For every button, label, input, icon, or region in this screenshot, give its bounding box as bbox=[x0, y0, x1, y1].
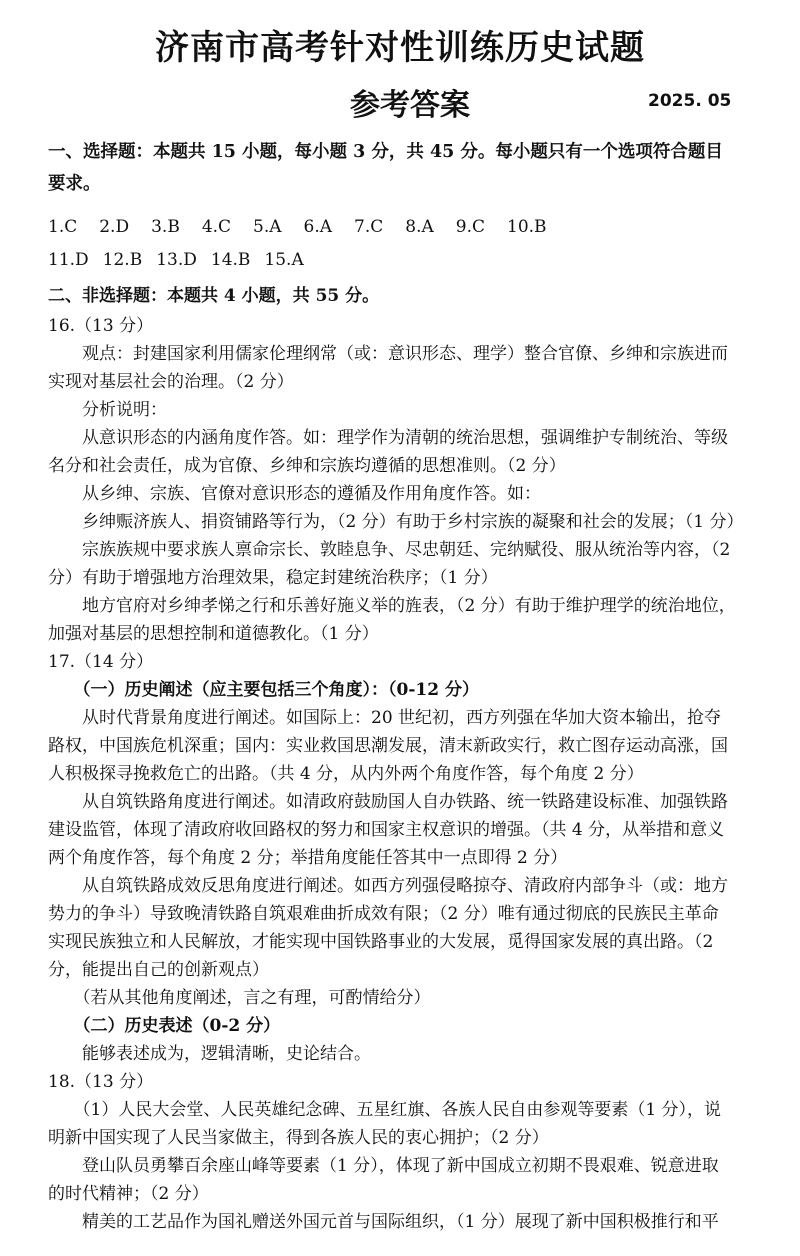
mc-answer: 8.A bbox=[405, 217, 434, 237]
mc-answer: 9.C bbox=[455, 217, 486, 237]
text-line: 地方官府对乡绅孝悌之行和乐善好施义举的旌表，（2 分）有助于维护理学的统治地位， bbox=[48, 596, 736, 616]
page-title: 济南市高考针对性训练历史试题 bbox=[155, 28, 645, 68]
text-line: 人积极探寻挽救危亡的出路。（共 4 分，从内外两个角度作答，每个角度 2 分） bbox=[48, 764, 644, 784]
text-line: 实现民族独立和人民解放，才能实现中国铁路事业的大发展，觅得国家发展的真出路。（2 bbox=[48, 932, 714, 952]
text-line: 明新中国实现了人民当家做主，得到各族人民的衷心拥护；（2 分） bbox=[48, 1128, 549, 1148]
mc-answer: 1.C bbox=[48, 217, 78, 237]
text-line: 精美的工艺品作为国礼赠送外国元首与国际组织，（1 分）展现了新中国积极推行和平 bbox=[48, 1212, 719, 1232]
text-line: 势力的争斗）导致晚清铁路自筑艰难曲折成效有限；（2 分）唯有通过彻底的民族民主革命 bbox=[48, 904, 719, 924]
page-subtitle: 参考答案 bbox=[350, 88, 470, 123]
mc-answer: 12.B bbox=[102, 250, 143, 270]
mc-answers-row2 bbox=[48, 248, 318, 272]
text-line: 路权，中国族危机深重；国内：实业救国思潮发展，清末新政实行，救亡图存运动高涨，国 bbox=[48, 736, 728, 756]
text-line: 从时代背景角度进行阐述。如国际上：20 世纪初，西方列强在华加大资本输出，抢夺 bbox=[48, 708, 722, 728]
text-line: 从自筑铁路角度进行阐述。如清政府鼓励国人自办铁路、统一铁路建设标准、加强铁路 bbox=[48, 792, 728, 812]
section2-heading: 二、非选择题：本题共 4 小题，共 55 分。 bbox=[48, 286, 380, 306]
mc-answer: 6.A bbox=[303, 217, 333, 237]
mc-answer: 5.A bbox=[253, 217, 282, 237]
mc-answer: 2.D bbox=[99, 217, 130, 237]
text-line: 分析说明： bbox=[48, 400, 167, 420]
text-line: 乡绅赈济族人、捐资铺路等行为，（2 分）有助于乡村宗族的凝聚和社会的发展；（1 分） bbox=[48, 512, 744, 532]
mc-answer: 3.B bbox=[151, 217, 180, 237]
mc-answer: 11.D bbox=[48, 250, 89, 270]
text-line: 分）有助于增强地方治理效果，稳定封建统治秩序；（1 分） bbox=[48, 568, 498, 588]
text-line: 加强对基层的思想控制和道德教化。（1 分） bbox=[48, 624, 379, 644]
mc-answer: 15.A bbox=[264, 250, 304, 270]
text-line: 分，能提出自己的创新观点） bbox=[48, 960, 269, 980]
mc-answer: 7.C bbox=[354, 217, 384, 237]
mc-answer: 10.B bbox=[507, 217, 547, 237]
q17-part1-heading: （一）历史阐述（应主要包括三个角度）：（0-12 分） bbox=[48, 680, 479, 700]
mc-answer: 13.D bbox=[156, 250, 197, 270]
text-line: 从意识形态的内涵角度作答。如：理学作为清朝的统治思想，强调维护专制统治、等级 bbox=[48, 428, 728, 448]
q18-header: 18.（13 分） bbox=[48, 1072, 154, 1092]
mc-answers-row1 bbox=[48, 215, 569, 239]
text-line: 宗族族规中要求族人禀命宗长、敦睦息争、尽忠朝廷、完纳赋役、服从统治等内容，（2 bbox=[48, 540, 731, 560]
section1-heading-line2: 要求。 bbox=[48, 174, 101, 194]
document-date: 2025. 05 bbox=[648, 91, 732, 111]
text-line: 能够表述成为，逻辑清晰，史论结合。 bbox=[48, 1044, 371, 1064]
q17-part2-heading: （二）历史表述（0-2 分） bbox=[48, 1016, 281, 1036]
text-line: 的时代精神；（2 分） bbox=[48, 1184, 209, 1204]
text-line: 登山队员勇攀百余座山峰等要素（1 分），体现了新中国成立初期不畏艰难、锐意进取 bbox=[48, 1156, 719, 1176]
text-line: 从乡绅、宗族、官僚对意识形态的遵循及作用角度作答。如： bbox=[48, 484, 541, 504]
mc-answer: 4.C bbox=[201, 217, 232, 237]
section1-heading-line1: 一、选择题：本题共 15 小题，每小题 3 分，共 45 分。每小题只有一个选项符合题目 bbox=[48, 142, 723, 162]
text-line: （若从其他角度阐述，言之有理，可酌情给分） bbox=[48, 988, 431, 1008]
text-line: 建设监管，体现了清政府收回路权的努力和国家主权意识的增强。（共 4 分，从举措和意义 bbox=[48, 820, 725, 840]
q17-header: 17.（14 分） bbox=[48, 652, 154, 672]
text-line: （1）人民大会堂、人民英雄纪念碑、五星红旗、各族人民自由参观等要素（1 分），说 bbox=[48, 1100, 722, 1120]
q16-header: 16.（13 分） bbox=[48, 316, 154, 336]
text-line: 两个角度作答，每个角度 2 分；举措角度能任答其中一点即得 2 分） bbox=[48, 848, 568, 868]
text-line: 名分和社会责任，成为官僚、乡绅和宗族均遵循的思想准则。（2 分） bbox=[48, 456, 566, 476]
text-line: 实现对基层社会的治理。（2 分） bbox=[48, 372, 294, 392]
mc-answer: 14.B bbox=[210, 250, 251, 270]
text-line: 观点：封建国家利用儒家伦理纲常（或：意识形态、理学）整合官僚、乡绅和宗族进而 bbox=[48, 344, 728, 364]
text-line: 从自筑铁路成效反思角度进行阐述。如西方列强侵略掠夺、清政府内部争斗（或：地方 bbox=[48, 876, 728, 896]
